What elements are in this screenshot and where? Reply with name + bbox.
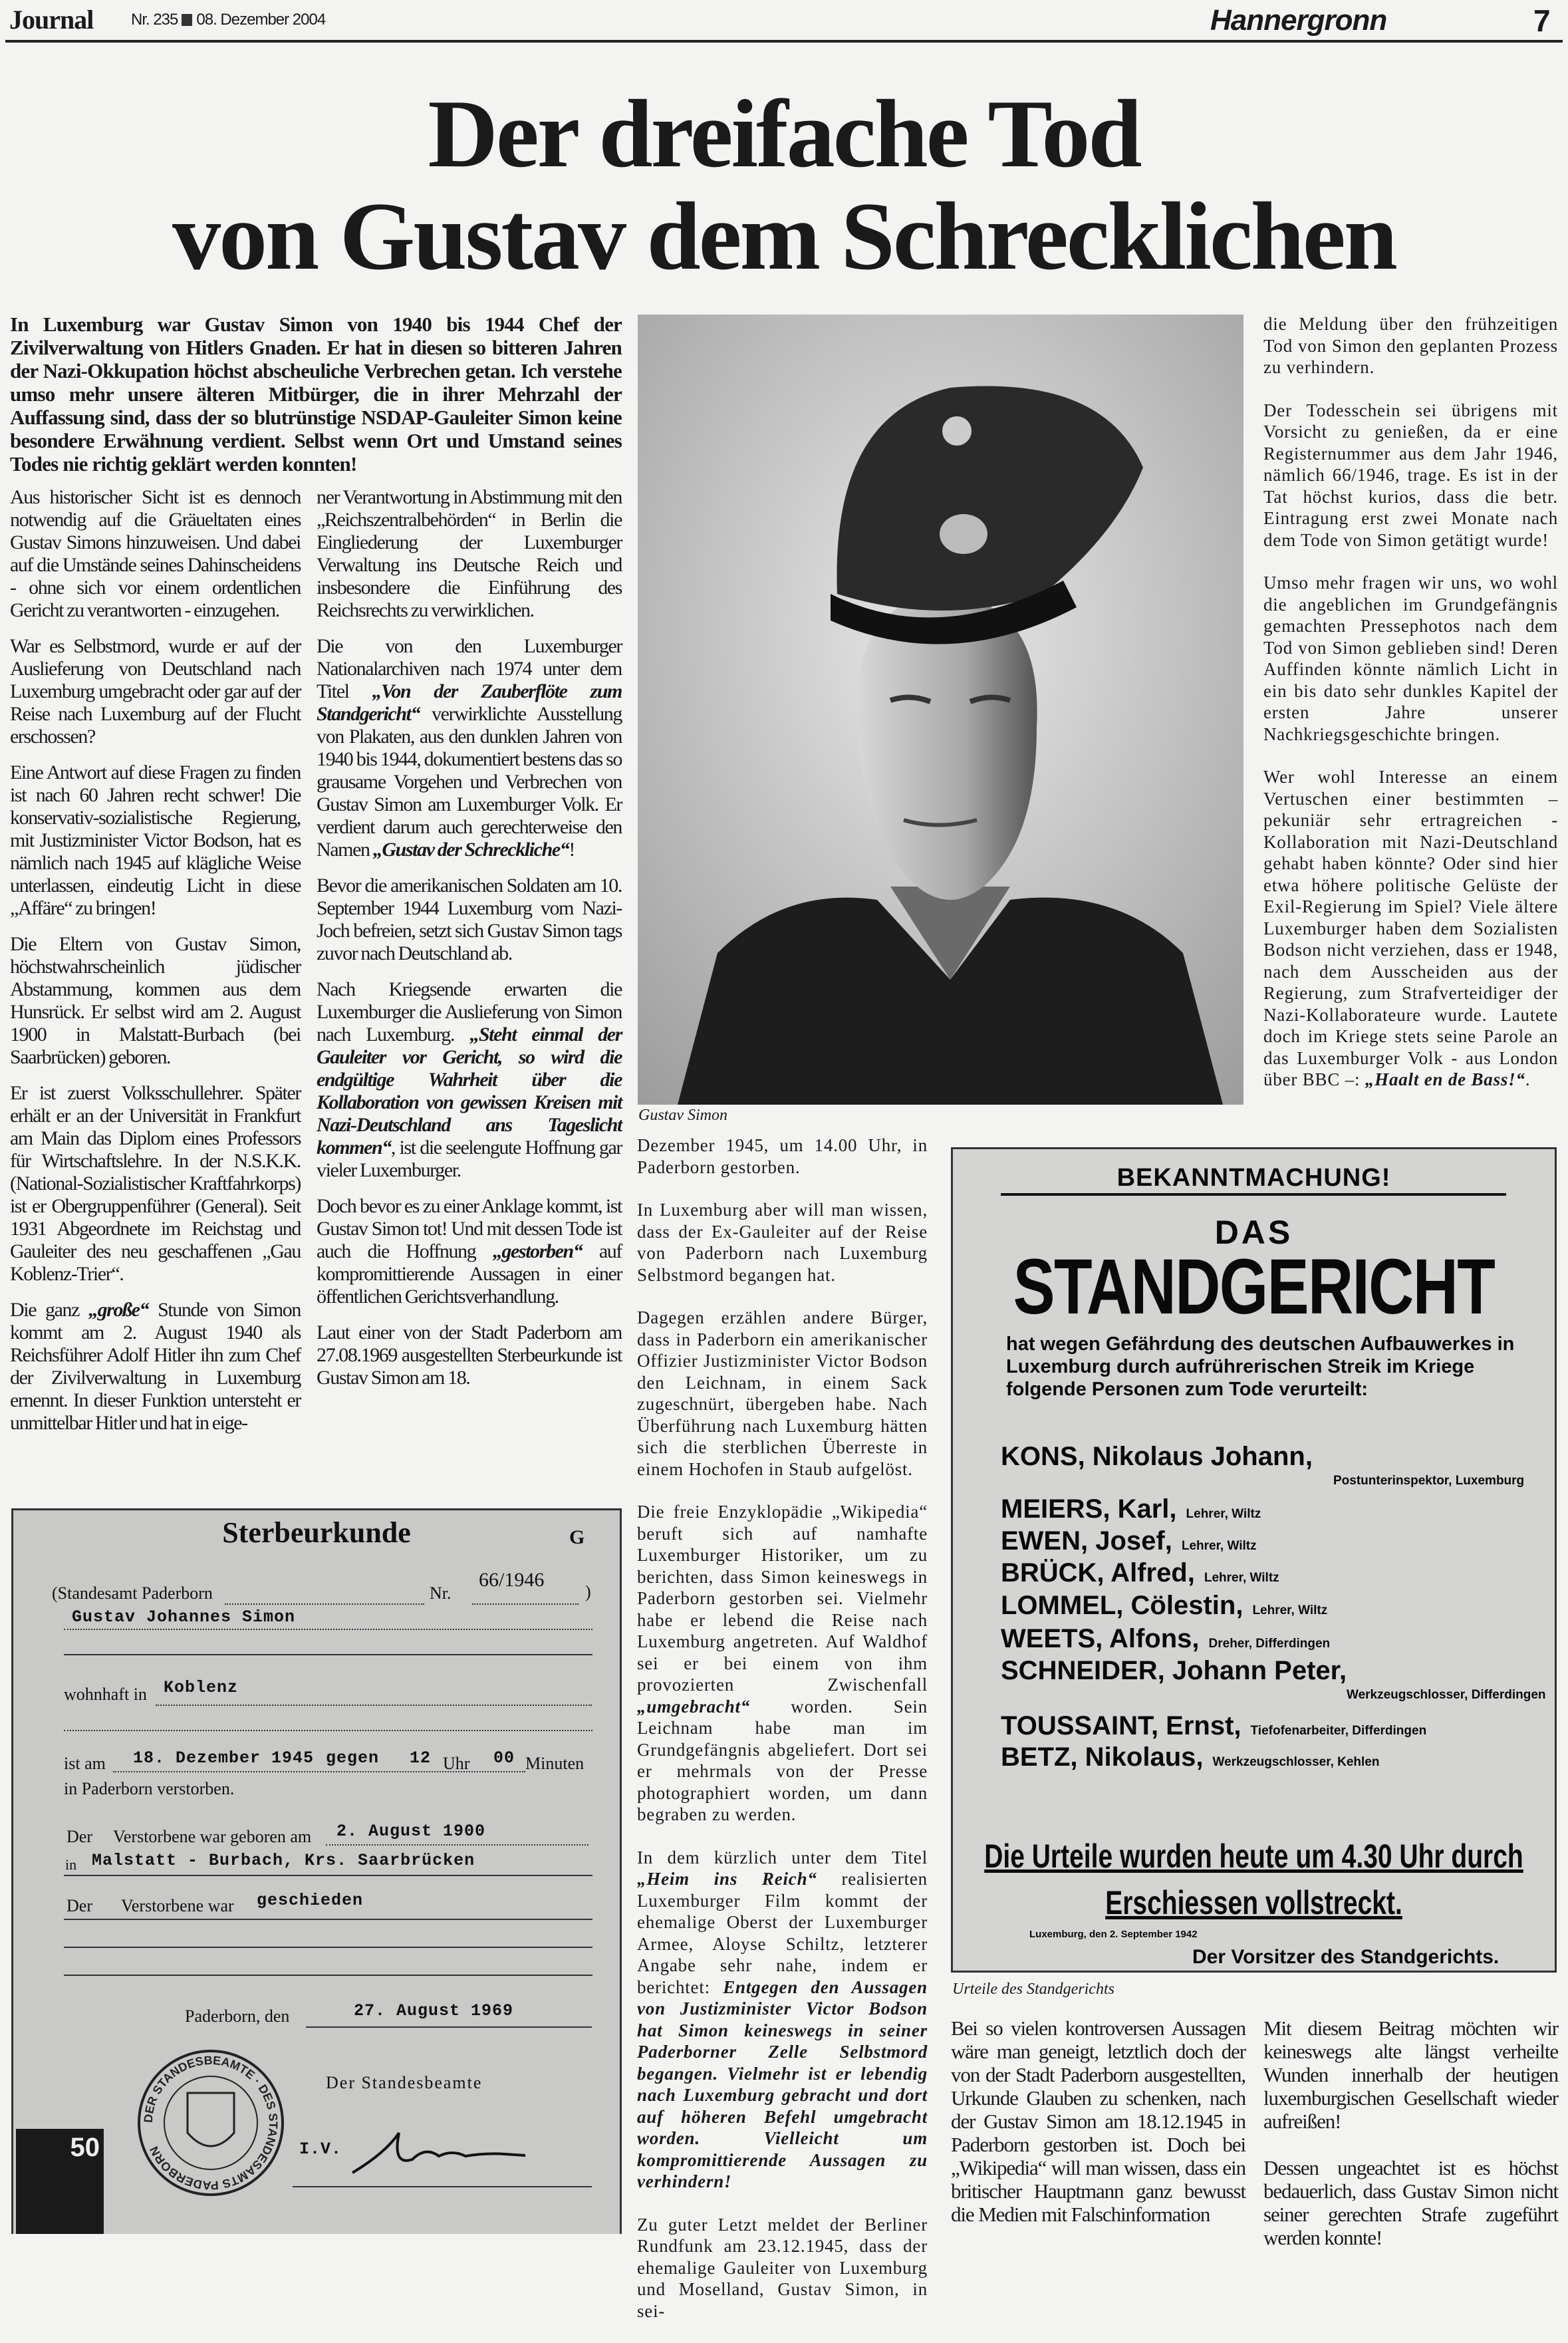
text-run: Die Eltern von Gustav Simon, höchstwahrscheinlich jüdischer Abstammung, kommen aus dem Hunsrück. Er selbst wird am 2. August 1900 in Malstatt-Burbach (bei Saarbrücken) geboren. — [10, 933, 301, 1068]
headline-line-1: Der dreifache Tod — [428, 80, 1140, 188]
text-run: Dessen ungeachtet ist es höchst bedauerlich, dass Gustav Simon nicht seiner gerechten Strafe zugeführt werden konnte! — [1263, 2156, 1558, 2249]
residence: Koblenz — [164, 1678, 239, 1697]
condemned-name: TOUSSAINT, Ernst, — [1001, 1711, 1241, 1740]
text-run: Doch bevor es zu einer Anklage kommt, ist Gustav Simon tot! Und mit dessen Tode ist auch die Hoffnung — [317, 1195, 622, 1262]
paragraph — [317, 1195, 622, 1308]
condemned-entry — [1001, 1442, 1525, 1488]
death-hour: 12 — [410, 1748, 432, 1768]
photo-caption: Gustav Simon — [638, 1107, 727, 1124]
condemned-name: WEETS, Alfons, — [1001, 1624, 1200, 1653]
portrait-photo — [638, 315, 1243, 1105]
issued-date: 27. August 1969 — [354, 2001, 514, 2020]
text-run: Dagegen erzählen andere Bürger, dass in Paderborn ein amerikanischer Offizier Justizminister Victor Bodson den Leichnam, in einem Sack zugeschnürt, übergeben habe. Nach Überführung nach Luxemburg hätten sich die sterblichen Überreste in einem Hochofen in Staub aufgelöst. — [637, 1308, 928, 1479]
text-run: Mit diesem Beitrag möchten wir keineswegs alte längst verheilte Wunden innerhalb der heutigen luxemburgischen Gesellschaft wieder aufreißen! — [1263, 2016, 1558, 2133]
text-run: In dem kürzlich unter dem Titel — [637, 1847, 928, 1867]
condemned-entry — [1001, 1526, 1257, 1556]
seal-text: DER STANDESBEAMTE · DES STANDESAMTS PADERBORN — [141, 2053, 281, 2193]
condemned-entry — [1001, 1742, 1379, 1772]
text-run: Die freie Enzyklopädie „Wikipedia“ beruft sich auf namhafte Luxemburger Historiker, um zu berichten, dass Simon keineswegs in Paderborn gestorben sei. Vielmehr habe er lebend die Reise nach Luxemburg angetreten. Auf Waldhof sei er bei einem von ihm provozierten Zwischenfall — [637, 1502, 928, 1695]
der-label-1: Der — [66, 1827, 92, 1846]
text-run: War es Selbstmord, wurde er auf der Auslieferung von Deutschland nach Luxemburg umgebracht oder gar auf der Reise nach Luxemburg auf der Flucht erschossen? — [10, 635, 301, 748]
text-run: verwirklichte Ausstellung von Plakaten, aus den dunklen Jahren von 1940 bis 1944, dokumentiert bestens das so grausame Vorgehen und Verbrechen von Gustav Simon am Luxemburger Volk. Er verdient darum auch gerechterweise den Namen — [317, 703, 622, 861]
condemned-occupation: Lehrer, Wiltz — [1186, 1507, 1261, 1521]
condemned-occupation: Tiefofenarbeiter, Differdingen — [1250, 1724, 1427, 1738]
born-label: Verstorbene war geboren am — [113, 1827, 312, 1846]
paragraph — [10, 761, 301, 920]
minutes-label: Minuten — [525, 1754, 585, 1773]
condemned-entry — [1001, 1656, 1546, 1702]
residence-label: wohnhaft in — [64, 1685, 147, 1704]
text-run: , ist die seelengute Hoffnung gar vieler Luxemburger. — [317, 1137, 622, 1181]
death-minute: 00 — [493, 1748, 515, 1768]
paragraph — [637, 1307, 928, 1480]
poster-verdict: Die Urteile wurden heute um 4.30 Uhr durch Erschiessen vollstreckt. — [984, 1838, 1523, 1921]
official-seal — [134, 2046, 287, 2199]
poster-caption: Urteile des Standgerichts — [952, 1981, 1114, 1998]
emphasized-text: „Von der Zauberflöte zum Standgericht“ — [317, 680, 622, 725]
condemned-occupation: Postunterinspektor, Luxemburg — [1333, 1474, 1525, 1488]
emphasized-text: „Heim ins Reich“ — [637, 1869, 817, 1889]
portrait-image — [638, 315, 1243, 1105]
emphasized-text: Entgegen den Aussagen von Justizminister Victor Bodson hat Simon keineswegs in seiner Paderborner Zelle Selbstmord begangen. Vielmehr ist er lebendig nach Luxemburg gebracht und dort auf höheren Befehl umgebracht worden. Vielleicht um kompromittierende Aussagen zu verhindern! — [637, 1977, 928, 2191]
text-run: ner Verantwortung in Abstimmung mit den „Reichszentralbehörden“ in Berlin die Eingliederung der Luxemburger Verwaltung ins Deutsche Reich und insbesondere die Einführung des Reichsrechts zu verwirklichen. — [317, 486, 622, 621]
paragraph — [1263, 2156, 1558, 2249]
text-run: Dezember 1945, um 14.00 Uhr, in Paderborn gestorben. — [637, 1135, 928, 1177]
text-column-5 — [951, 2016, 1245, 2249]
condemned-entry — [1001, 1591, 1327, 1621]
poster-signature: Der Vorsitzer des Standgerichts. — [1192, 1946, 1500, 1968]
paragraph — [637, 1135, 928, 1178]
paragraph — [10, 1299, 301, 1435]
issue-info — [131, 11, 325, 29]
paragraph — [317, 875, 622, 965]
text-run: ! — [569, 839, 575, 861]
text-run: Die ganz — [10, 1299, 88, 1321]
condemned-name: MEIERS, Karl, — [1001, 1494, 1177, 1524]
text-run: In Luxemburg aber will man wissen, dass der Ex-Gauleiter auf der Reise von Paderborn nach Luxemburg Selbstmord begangen hat. — [637, 1200, 928, 1285]
emphasized-text: „Gustav der Schreckliche“ — [372, 839, 569, 861]
emphasized-text: „umgebracht“ — [637, 1696, 751, 1717]
header-rule — [5, 40, 1563, 43]
paragraph — [637, 2214, 928, 2322]
death-label: ist am — [64, 1754, 106, 1773]
emphasized-text: „gestorben“ — [492, 1240, 583, 1262]
paragraph — [317, 486, 622, 622]
condemned-occupation: Werkzeugschlosser, Differdingen — [1347, 1688, 1546, 1702]
paragraph — [1263, 572, 1558, 745]
paragraph — [637, 1199, 928, 1286]
paragraph — [637, 1847, 928, 2193]
postage-stamp — [16, 2129, 104, 2234]
square-bullet-icon — [182, 14, 192, 26]
form-code: G — [569, 1526, 585, 1548]
place-of-death: in Paderborn verstorben. — [64, 1779, 235, 1798]
stamp-value: 50 — [70, 2133, 100, 2162]
emphasized-text: „große“ — [88, 1299, 149, 1321]
deceased-name: Gustav Johannes Simon — [72, 1607, 296, 1627]
emphasized-text: „Haalt en de Bass!“ — [1365, 1069, 1525, 1089]
text-run: Nach Kriegsende erwarten die Luxemburger die Auslieferung von Simon nach Luxemburg. — [317, 978, 622, 1045]
condemned-name: BRÜCK, Alfred, — [1001, 1558, 1195, 1587]
text-run: Er ist zuerst Volksschullehrer. Später erhält er an der Universität in Frankfurt am Main das Diplom eines Professors für Wirtschaftslehre. In der N.S.K.K. (National-Sozialistischer Kraftfahrkorps) ist er Obergruppenführer (General). Seit 1931 Abgeordnete im Reichstag und Gauleiter des neu geschaffenen „Gau Koblenz-Trier“. — [10, 1082, 301, 1285]
birth-date: 2. August 1900 — [336, 1822, 486, 1841]
text-run: worden. Sein Leichnam habe man im Grundgefängnis abgeliefert. Dort sei er mehrmals von der Presse photographiert worden, um dann begraben zu werden. — [637, 1696, 928, 1824]
text-run: Die von den Luxemburger Nationalarchiven nach 1974 unter dem Titel — [317, 635, 622, 702]
condemned-name: LOMMEL, Cölestin, — [1001, 1591, 1243, 1620]
number-label: Nr. — [430, 1584, 452, 1603]
close-paren: ) — [585, 1582, 591, 1601]
paragraph — [317, 1321, 622, 1389]
condemned-name: KONS, Nikolaus Johann, — [1001, 1442, 1313, 1471]
headline-line-2: von Gustav dem Schrecklichen — [172, 182, 1396, 290]
condemned-entry — [1001, 1494, 1261, 1524]
paragraph — [1263, 400, 1558, 551]
poster-date: Luxemburg, den 2. September 1942 — [1029, 1929, 1198, 1940]
section-name: Hannergronn — [1210, 4, 1387, 37]
text-run: realisierten Luxemburger Film kommt der ehemalige Oberst der Luxemburger Armee, Aloyse Schiltz, letzterer Angabe sehr nahe, indem er berichtet: — [637, 1869, 928, 1997]
text-run: Eine Antwort auf diese Fragen zu finden ist nach 60 Jahren recht schwer! Die konservativ-sozialistische Regierung, mit Justizminister Victor Bodson, hat es nämlich nach 1945 auf klägliche Weise unterlassen, eindeutig Licht in diese „Affäre“ zu bringen! — [10, 761, 301, 919]
text-run: . — [1525, 1069, 1531, 1089]
marital-status: geschieden — [257, 1891, 364, 1910]
page-number: 7 — [1533, 3, 1551, 38]
paragraph — [951, 2016, 1245, 2226]
svg-text:DER STANDESBEAMTE · DES STANDE — [142, 2054, 280, 2192]
text-run: Laut einer von der Stadt Paderborn am 27.08.1969 ausgestellten Sterbeurkunde ist Gustav Simon am 18. — [317, 1321, 622, 1389]
emphasized-text: „Steht einmal der Gauleiter vor Gericht, so wird die endgültige Wahrheit über die Kollaboration von gewissen Kreisen mit Nazi-Deutschland ans Tageslicht kommen“ — [317, 1024, 622, 1159]
text-column-3 — [637, 1135, 928, 2343]
death-date: 18. Dezember 1945 — [133, 1748, 315, 1768]
certificate-title: Sterbeurkunde — [222, 1516, 411, 1549]
condemned-occupation: Dreher, Differdingen — [1208, 1637, 1331, 1651]
text-run: Stunde von Simon kommt am 2. August 1940 als Reichsführer Adolf Hitler ihn zum Chef der Zivilverwaltung in Luxemburg ernennt. In dieser Funktion untersteht er unmittelbar Hitler und hat in eige- — [10, 1299, 301, 1434]
paragraph — [317, 635, 622, 861]
uhr-label: Uhr — [443, 1754, 470, 1773]
paragraph — [1263, 766, 1558, 1091]
death-certificate — [11, 1508, 622, 2234]
birth-place: Malstatt - Burbach, Krs. Saarbrücken — [92, 1851, 475, 1870]
newspaper-name: Journal — [9, 5, 94, 35]
text-column-6 — [1263, 2016, 1558, 2273]
issue-number: Nr. 235 — [131, 11, 178, 29]
text-column-2 — [317, 486, 622, 1403]
text-run: Aus historischer Sicht ist es dennoch notwendig auf die Gräueltaten eines Gustav Simons hinzuweisen. Und dabei auf die Umstände seines Dahinscheidens - ohne sich vor einem ordentlichen Gericht zu verantworten - einzugehen. — [10, 486, 301, 621]
paragraph — [10, 486, 301, 622]
condemned-name: SCHNEIDER, Johann Peter, — [1001, 1656, 1347, 1685]
condemned-occupation: Werkzeugschlosser, Kehlen — [1212, 1755, 1380, 1769]
condemned-entry — [1001, 1558, 1279, 1588]
text-run: Wer wohl Interesse an einem Vertuschen einer bestimmten – pekuniär sehr ertragreichen - Kollaboration mit Nazi-Deutschland gehabt haben könnte? Oder sind hier etwa höhere politische Gelüste der Exil-Regierung im Spiel? Viele ältere Luxemburger haben dem Sozialisten Bodson nicht verziehen, dass er 1948, nach dem Ausscheiden aus der Regierung, zum Strafverteidiger der Nazi-Kollaborateure wurde. Lautete doch im Kriege stets seine Parole an das Luxemburger Volk - aus London über BBC –: — [1263, 767, 1558, 1089]
paragraph — [317, 978, 622, 1182]
status-label: Verstorbene war — [121, 1896, 234, 1915]
condemned-entry — [1001, 1624, 1330, 1654]
text-run: Zu guter Letzt meldet der Berliner Rundfunk am 23.12.1945, dass der ehemalige Gauleiter von Luxemburg und Moselland, Gustav Simon, in sei- — [637, 2214, 928, 2321]
text-run: Bevor die amerikanischen Soldaten am 10. September 1944 Luxemburg vom Nazi-Joch befreien, setzt sich Gustav Simon tags zuvor nach Deutschland ab. — [317, 875, 622, 964]
text-run: die Meldung über den frühzeitigen Tod von Simon den geplanten Prozess zu verhindern. — [1263, 314, 1558, 377]
issue-date: 08. Dezember 2004 — [196, 11, 326, 29]
condemned-name: BETZ, Nikolaus, — [1001, 1742, 1204, 1772]
condemned-entry — [1001, 1711, 1426, 1741]
text-column-1 — [10, 486, 301, 1448]
text-column-4 — [1263, 313, 1558, 1112]
text-run: Der Todesschein sei übrigens mit Vorsicht zu genießen, da er eine Registernummer aus dem Jahr 1946, nämlich 66/1946, trage. Es ist in der Tat höchst kurios, dass die betr. Eintragung erst zwei Monate nach dem Tode von Simon getätigt wurde! — [1263, 400, 1558, 550]
poster-rule — [1001, 1193, 1506, 1196]
poster-intro: hat wegen Gefährdung des deutschen Aufbauwerkes in Luxemburg durch aufrührerischen Streik im Kriege folgende Personen zum Tode verurteilt: — [1006, 1333, 1515, 1400]
in-label: in — [65, 1856, 77, 1873]
gegen: gegen — [326, 1748, 380, 1768]
poster-das: DAS — [1214, 1214, 1293, 1251]
condemned-name: EWEN, Josef, — [1001, 1526, 1172, 1556]
signature — [346, 2126, 532, 2179]
poster-heading: BEKANNTMACHUNG! — [1116, 1164, 1391, 1192]
paragraph — [10, 635, 301, 748]
paragraph — [10, 1082, 301, 1286]
condemned-occupation: Lehrer, Wiltz — [1181, 1539, 1257, 1553]
paragraph — [1263, 2016, 1558, 2133]
text-run: auf kompromittierende Aussagen in einer öffentlichen Gerichtsverhandlung. — [317, 1240, 622, 1308]
text-run: Bei so vielen kontroversen Aussagen wäre man geneigt, letztlich doch der von der Stadt Paderborn ausgestellten, Urkunde Glauben zu schenken, nach der Gustav Simon am 18.12.1945 in Paderborn gestorben ist. Doch bei „Wikipedia“ will man wissen, dass ein britischer Hauptmann ganz bewusst die Medien mit Falschinformation — [951, 2016, 1245, 2226]
paragraph — [10, 933, 301, 1069]
official-title: Der Standesbeamte — [326, 2073, 483, 2092]
condemned-occupation: Lehrer, Wiltz — [1252, 1603, 1328, 1617]
paragraph — [1263, 313, 1558, 378]
poster-court-title: STANDGERICHT — [1013, 1243, 1495, 1331]
lede-paragraph: In Luxemburg war Gustav Simon von 1940 bis 1944 Chef der Zivilverwaltung von Hitlers Gnaden. Er hat in diesen so bitteren Jahren der Nazi-Okkupation höchst abscheuliche Verbrechen getan. Ich verstehe umso mehr unsere älteren Mitbürger, die in ihrer Mehrzahl der Auffassung sind, dass der so blutrünstige NSDAP-Gauleiter Simon keine besondere Erwähnung verdient. Selbst wenn Ort und Umstand seines Todes nie richtig geklärt werden konnten! — [10, 313, 622, 476]
text-run: Umso mehr fragen wir uns, wo wohl die angeblichen im Grundgefängnis gemachten Pressephotos nach dem Tod von Simon geblieben sind! Deren Auffinden könnte nämlich Licht in ein bis dato sehr dunkles Kapitel der ersten Jahre unserer Nachkriegsgeschichte bringen. — [1263, 573, 1558, 744]
der-label-2: Der — [66, 1896, 92, 1915]
office-label: (Standesamt Paderborn — [52, 1584, 213, 1603]
standgericht-poster — [951, 1147, 1557, 1973]
register-number: 66/1946 — [479, 1569, 545, 1591]
iv-label: I.V. — [299, 2139, 342, 2159]
condemned-occupation: Lehrer, Wiltz — [1204, 1571, 1279, 1585]
issued-label: Paderborn, den — [185, 2006, 290, 2026]
paragraph — [637, 1501, 928, 1826]
